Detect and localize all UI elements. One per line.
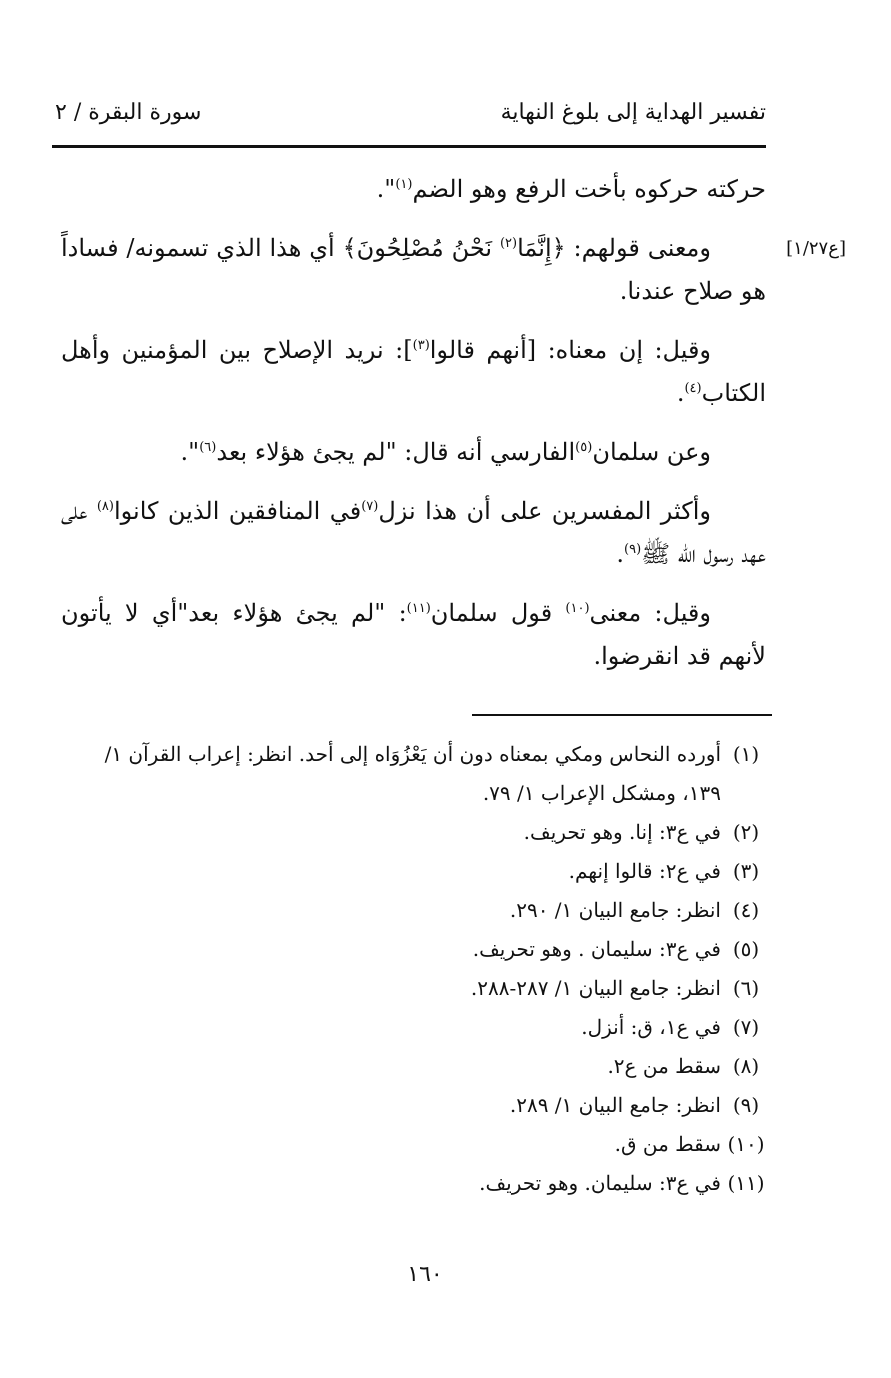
footnote-text: في ع٢: قالوا إنهم. (568, 859, 721, 883)
footnote-9 (71, 1086, 771, 1125)
footnote-number: (٩) (732, 1093, 760, 1117)
footnote-number: (٣) (732, 859, 760, 883)
main-text (61, 168, 766, 694)
footnote-8 (71, 1047, 771, 1086)
text: وقيل: إن معناه: [أنهم قالوا (429, 336, 712, 364)
footnote-1 (71, 735, 771, 813)
footnote-text: انظر: جامع البيان ١/ ٢٩٠. (509, 898, 721, 922)
footnote-5 (71, 930, 771, 969)
footnote-ref-6: (٦) (199, 440, 217, 455)
footnote-number: (٤) (732, 898, 760, 922)
footnote-text: سقط من ق. (614, 1132, 721, 1156)
surah-label: سورة البقرة / ٢ (55, 100, 202, 125)
footnote-ref-4: (٤) (684, 381, 702, 396)
text: . (616, 540, 625, 568)
footnote-text: انظر: جامع البيان ١/ ٢٨٩. (509, 1093, 721, 1117)
text: : "لم يجئ هؤلاء بعد"أي لا يأتون لأنهم قد انقرضوا. (61, 599, 766, 670)
text: وأكثر المفسرين على أن هذا نزل (378, 497, 711, 525)
text: وعن سلمان (592, 438, 711, 466)
footnote-text: في ع١، ق: أنزل. (581, 1015, 721, 1039)
footnote-ref-8: (٨) (96, 499, 114, 514)
footnote-4 (71, 891, 771, 930)
footnote-ref-1: (١) (395, 177, 413, 192)
footnote-3 (71, 852, 771, 891)
footnote-text: انظر: جامع البيان ١/ ٢٨٧-٢٨٨. (470, 976, 721, 1000)
paragraph-4 (61, 431, 766, 474)
footnote-ref-7: (٧) (361, 499, 379, 514)
paragraph-1 (61, 168, 766, 211)
paragraph-2 (61, 227, 766, 313)
text: على عهد رسول الله ﷺ (61, 497, 766, 568)
footnote-10 (71, 1125, 771, 1164)
footnotes-list (71, 735, 771, 1203)
footnote-ref-5: (٥) (575, 440, 593, 455)
paragraph-5 (61, 490, 766, 576)
text: ". (180, 438, 200, 466)
footnote-ref-11: (١١) (406, 601, 431, 616)
header-rule (52, 145, 766, 148)
text: قول سلمان (430, 599, 553, 627)
footnote-text: في ع٣: سليمان . وهو تحريف. (472, 937, 721, 961)
footnote-ref-9: (٩) (624, 542, 642, 557)
footnote-number: (٥) (732, 937, 760, 961)
footnote-number: (٦) (732, 976, 760, 1000)
text: ". (376, 175, 396, 203)
footnote-number: (١١) (727, 1171, 765, 1195)
text: ومعنى قولهم: ﴿إِنَّمَا (517, 234, 711, 262)
text: ]: نريد الإصلاح بين المؤمنين وأهل الكتاب (61, 336, 766, 407)
text: حركته حركوه بأخت الرفع وهو الضم (412, 175, 766, 203)
footnote-2 (71, 813, 771, 852)
footnote-11 (71, 1164, 771, 1203)
footnote-number: (١٠) (727, 1132, 765, 1156)
footnote-ref-2: (٢) (499, 236, 518, 251)
text: وقيل: معنى (589, 599, 711, 627)
footnote-text: في ع٣: سليمان. وهو تحريف. (479, 1171, 721, 1195)
footnote-separator (472, 714, 772, 716)
book-title: تفسير الهداية إلى بلوغ النهاية (500, 100, 766, 125)
paragraph-3 (61, 329, 766, 415)
footnote-number: (١) (732, 742, 760, 766)
paragraph-6 (61, 592, 766, 678)
text: نَحْنُ مُصْلِحُونَ﴾ أي هذا الذي تسمونه/ فساداً هو صلاح عندنا. (61, 234, 766, 305)
text: الفارسي أنه قال: "لم يجئ هؤلاء بعد (216, 438, 576, 466)
page-number: ١٦٠ (407, 1262, 443, 1287)
footnote-7 (71, 1008, 771, 1047)
manuscript-margin-note: [ع١/٢٧] (786, 238, 846, 259)
text: في المنافقين الذين كانوا (113, 497, 362, 525)
footnote-text: في ع٣: إنا. وهو تحريف. (523, 820, 721, 844)
footnote-number: (٧) (732, 1015, 760, 1039)
footnote-ref-10: (١٠) (565, 601, 590, 616)
footnote-text: سقط من ع٢. (607, 1054, 721, 1078)
footnote-6 (71, 969, 771, 1008)
footnote-ref-3: (٣) (412, 338, 430, 353)
text: . (676, 379, 685, 407)
footnote-number: (٨) (732, 1054, 760, 1078)
footnote-number: (٢) (732, 820, 760, 844)
footnote-text: أورده النحاس ومكي بمعناه دون أن يَعْزُوَاه إلى أحد. انظر: إعراب القرآن ١/ ١٣٩، ومشكل الإعراب ١/ ٧٩. (104, 742, 721, 805)
